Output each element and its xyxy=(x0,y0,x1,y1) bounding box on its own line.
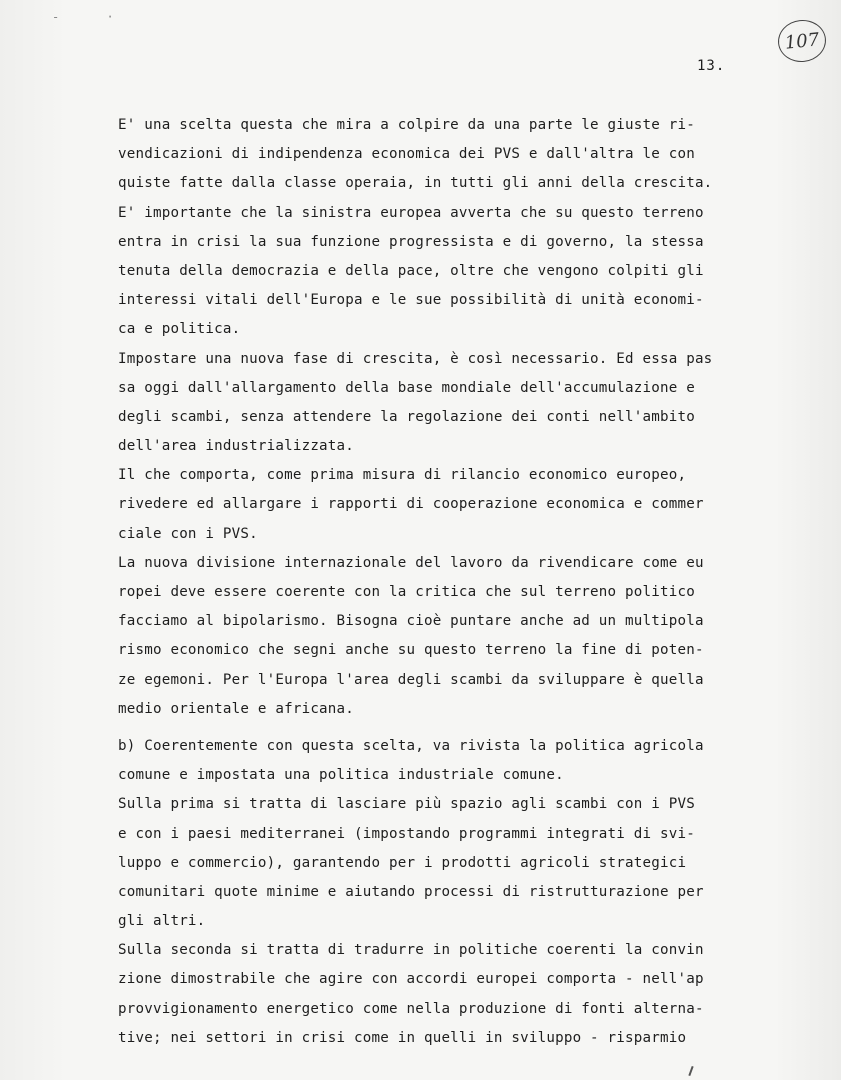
archive-stamp: 107 xyxy=(776,18,828,65)
text-line: Sulla seconda si tratta di tradurre in politiche coerenti la convin xyxy=(118,942,704,959)
paragraph-group-b xyxy=(118,732,778,1053)
paragraph-group-a xyxy=(118,111,778,724)
text-line: La nuova divisione internazionale del lavoro da rivendicare come eu xyxy=(118,554,704,571)
text-line: luppo e commercio), garantendo per i prodotti agricoli strategici xyxy=(118,854,687,871)
text-line: entra in crisi la sua funzione progressista e di governo, la stessa xyxy=(118,233,704,250)
text-line: comunitari quote minime e aiutando processi di ristrutturazione per xyxy=(118,883,704,900)
text-line: rismo economico che segni anche su questo terreno la fine di poten- xyxy=(118,642,704,659)
text-line: Il che comporta, come prima misura di rilancio economico europeo, xyxy=(118,467,687,484)
text-line: vendicazioni di indipendenza economica dei PVS e dall'altra le con xyxy=(118,146,695,163)
text-line: b) Coerentemente con questa scelta, va rivista la politica agricola xyxy=(118,737,704,754)
text-line: degli scambi, senza attendere la regolazione dei conti nell'ambito xyxy=(118,408,695,425)
text-line: provvigionamento energetico come nella produzione di fonti alterna- xyxy=(118,1000,704,1017)
corner-marks: - · xyxy=(52,10,134,24)
text-line: ciale con i PVS. xyxy=(118,525,258,542)
text-line: Sulla prima si tratta di lasciare più spazio agli scambi con i PVS xyxy=(118,796,695,813)
section-gap xyxy=(118,724,778,732)
text-line: tenuta della democrazia e della pace, oltre che vengono colpiti gli xyxy=(118,262,704,279)
text-line: e con i paesi mediterranei (impostando programmi integrati di svi- xyxy=(118,825,695,842)
text-line: sa oggi dall'allargamento della base mondiale dell'accumulazione e xyxy=(118,379,695,396)
text-line: E' una scelta questa che mira a colpire da una parte le giuste ri- xyxy=(118,117,695,133)
text-line: tive; nei settori in crisi come in quelli in sviluppo - risparmio xyxy=(118,1029,687,1046)
text-line: E' importante che la sinistra europea avverta che su questo terreno xyxy=(118,204,704,221)
text-line: quiste fatte dalla classe operaia, in tutti gli anni della crescita. xyxy=(118,175,713,192)
text-line: Impostare una nuova fase di crescita, è così necessario. Ed essa pas xyxy=(118,350,713,367)
bottom-mark xyxy=(688,1066,693,1076)
text-line: gli altri. xyxy=(118,913,206,930)
text-line: ze egemoni. Per l'Europa l'area degli scambi da sviluppare è quella xyxy=(118,671,704,688)
text-line: ropei deve essere coerente con la critica che sul terreno politico xyxy=(118,584,695,600)
text-line: facciamo al bipolarismo. Bisogna cioè puntare anche ad un multipola xyxy=(118,613,704,630)
text-line: zione dimostrabile che agire con accordi europei comporta - nell'ap xyxy=(118,971,704,988)
text-line: ca e politica. xyxy=(118,321,241,338)
text-line: interessi vitali dell'Europa e le sue possibilità di unità economi- xyxy=(118,292,704,309)
text-line: medio orientale e africana. xyxy=(118,700,355,717)
text-line: comune e impostata una politica industriale comune. xyxy=(118,767,564,784)
page-number: 13. xyxy=(697,58,726,74)
text-line: dell'area industrializzata. xyxy=(118,438,355,455)
text-line: rivedere ed allargare i rapporti di cooperazione economica e commer xyxy=(118,496,704,513)
typed-text-block xyxy=(118,111,778,1053)
